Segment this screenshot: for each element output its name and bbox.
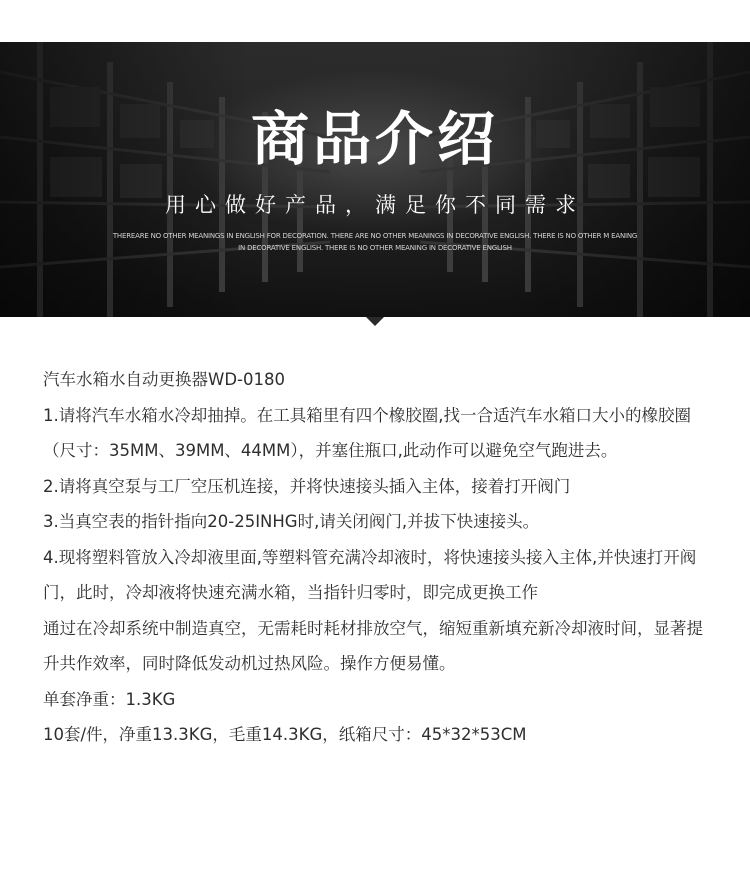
product-description bbox=[43, 362, 708, 753]
benefit-text: 通过在冷却系统中制造真空，无需耗时耗材排放空气，缩短重新填充新冷却液时间，显著提升共作效率，同时降低发动机过热风险。操作方便易懂。 bbox=[43, 618, 703, 673]
step-1-text: 1.请将汽车水箱水冷却抽掉。在工具箱里有四个橡胶圈,找一合适汽车水箱口大小的橡胶圈（尺寸：35MM、39MM、44MM），并塞住瓶口,此动作可以避免空气跑进去。 bbox=[43, 405, 691, 460]
warehouse-background-image bbox=[0, 42, 750, 317]
banner-subtitle: 用心做好产品，满足你不同需求 bbox=[165, 193, 585, 217]
packing-info-text: 10套/件，净重13.3KG，毛重14.3KG，纸箱尺寸：45*32*53CM bbox=[43, 725, 527, 744]
step-2-text: 2.请将真空泵与工厂空压机连接，并将快速接头插入主体，接着打开阀门 bbox=[43, 476, 571, 496]
step-4-text: 4.现将塑料管放入冷却液里面,等塑料管充满冷却液时，将快速接头接入主体,并快速打开阀门，此时，冷却液将快速充满水箱，当指针归零时，即完成更换工作 bbox=[43, 547, 697, 602]
unit-weight-text: 单套净重：1.3KG bbox=[43, 689, 176, 709]
banner-title: 商品介绍 bbox=[250, 105, 499, 173]
step-3-text: 3.当真空表的指针指向20-25INHG时,请关闭阀门,并拔下快速接头。 bbox=[43, 512, 540, 531]
banner-pointer-arrow bbox=[366, 317, 384, 326]
header-banner bbox=[0, 42, 750, 317]
banner-decorative-english-text: THEREARE NO OTHER MEANINGS IN ENGLISH FOR DECORATION. THERE ARE NO OTHER MEANINGS IN DECORATIVE ENGLISH. THERE IS NO OTHER M EANING IN DECORATIVE ENGLISH. THERE IS NO OTHER MEANING IN DECORATIVE ENGLISH bbox=[112, 232, 638, 252]
product-name-line: 汽车水箱水自动更换器WD-0180 bbox=[43, 370, 285, 389]
